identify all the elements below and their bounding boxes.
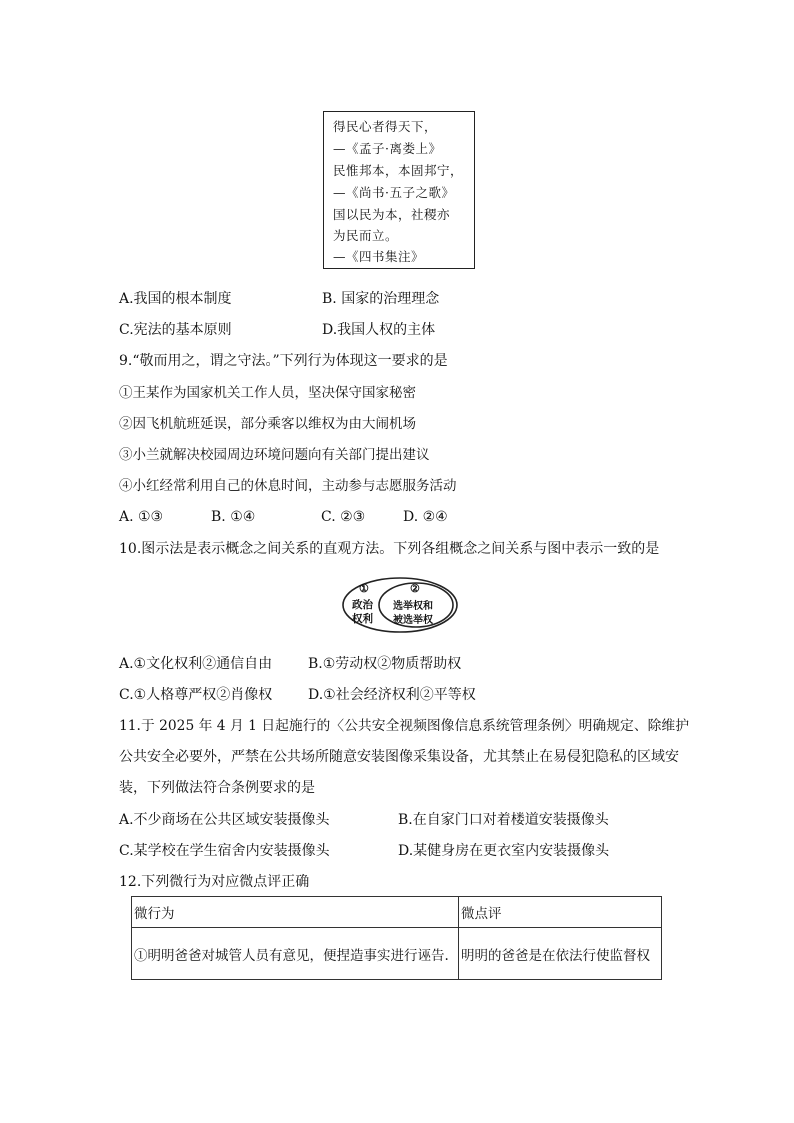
q12-table — [131, 896, 662, 980]
q10-stem: 10.图示法是表示概念之间关系的直观方法。下列各组概念之间关系与图中表示一致的是 — [119, 541, 660, 557]
quote-line: —《孟子·离娄上》 — [333, 141, 442, 156]
quote-line: —《四书集注》 — [333, 249, 425, 264]
q11-option-a: A.不少商场在公共区域安装摄像头 — [119, 812, 330, 828]
venn-inner-number: ② — [410, 582, 420, 595]
quote-line: —《尚书·五子之歌》 — [333, 185, 455, 200]
q11-option-d: D.某健身房在更衣室内安装摄像头 — [398, 843, 610, 859]
venn-outer-label-2: 权利 — [352, 613, 373, 625]
q8-option-a: A.我国的根本制度 — [119, 291, 232, 307]
q11-option-b: B.在自家门口对着楼道安装摄像头 — [398, 812, 609, 828]
q8-option-b: B. 国家的治理理念 — [322, 291, 440, 307]
q9-option-a: A. ①③ — [119, 509, 164, 525]
quote-line: 为民而立。 — [333, 228, 399, 243]
q9-item-3: ③小兰就解决校园周边环境问题向有关部门提出建议 — [119, 447, 430, 463]
quote-line: 得民心者得天下， — [333, 119, 438, 134]
venn-inner-label-2: 被选举权 — [393, 615, 433, 626]
q11-line-3: 装，下列做法符合条例要求的是 — [119, 780, 315, 796]
quote-box — [323, 111, 475, 269]
venn-diagram — [341, 576, 459, 634]
q11-line-2: 公共安全必要外，严禁在公共场所随意安装图像采集设备，尤其禁止在易侵犯隐私的区域安 — [119, 749, 679, 765]
quote-line: 国以民为本，社稷亦 — [333, 207, 451, 222]
venn-outer-number: ① — [359, 582, 369, 595]
table-header-cell: 微行为 — [132, 897, 459, 928]
table-header-row — [132, 897, 662, 928]
venn-inner-label-1: 选举权和 — [393, 601, 433, 612]
q10-option-a: A.①文化权利②通信自由 — [119, 656, 273, 672]
q10-option-d: D.①社会经济权利②平等权 — [308, 687, 476, 703]
q9-option-d: D. ②④ — [403, 509, 448, 525]
q9-option-c: C. ②③ — [321, 509, 366, 525]
q11-option-c: C.某学校在学生宿舍内安装摄像头 — [119, 843, 330, 859]
q9-item-4: ④小红经常利用自己的休息时间，主动参与志愿服务活动 — [119, 478, 457, 494]
q8-option-c: C.宪法的基本原则 — [119, 322, 232, 338]
table-row — [132, 928, 662, 980]
q10-option-c: C.①人格尊严权②肖像权 — [119, 687, 273, 703]
quote-line: 民惟邦本，本固邦宁， — [333, 163, 464, 178]
table-cell: ①明明爸爸对城管人员有意见，便捏造事实进行诬告. — [132, 928, 459, 980]
q11-line-1: 11.于 2025 年 4 月 1 日起施行的〈公共安全视频图像信息系统管理条例〉明确规定、除维护 — [119, 718, 690, 734]
q8-option-d: D.我国人权的主体 — [322, 322, 436, 338]
q10-option-b: B.①劳动权②物质帮助权 — [308, 656, 462, 672]
q9-item-2: ②因飞机航班延误，部分乘客以维权为由大闹机场 — [119, 416, 416, 432]
q9-item-1: ①王某作为国家机关工作人员，坚决保守国家秘密 — [119, 385, 416, 401]
venn-outer-label-1: 政治 — [352, 599, 373, 611]
q12-stem: 12.下列微行为对应微点评正确 — [119, 874, 310, 890]
table-header-cell: 微点评 — [459, 897, 662, 928]
q9-stem: 9.“敬而用之，谓之守法。”下列行为体现这一要求的是 — [119, 353, 448, 369]
q9-option-b: B. ①④ — [211, 509, 256, 525]
table-cell: 明明的爸爸是在依法行使监督权 — [459, 928, 662, 980]
